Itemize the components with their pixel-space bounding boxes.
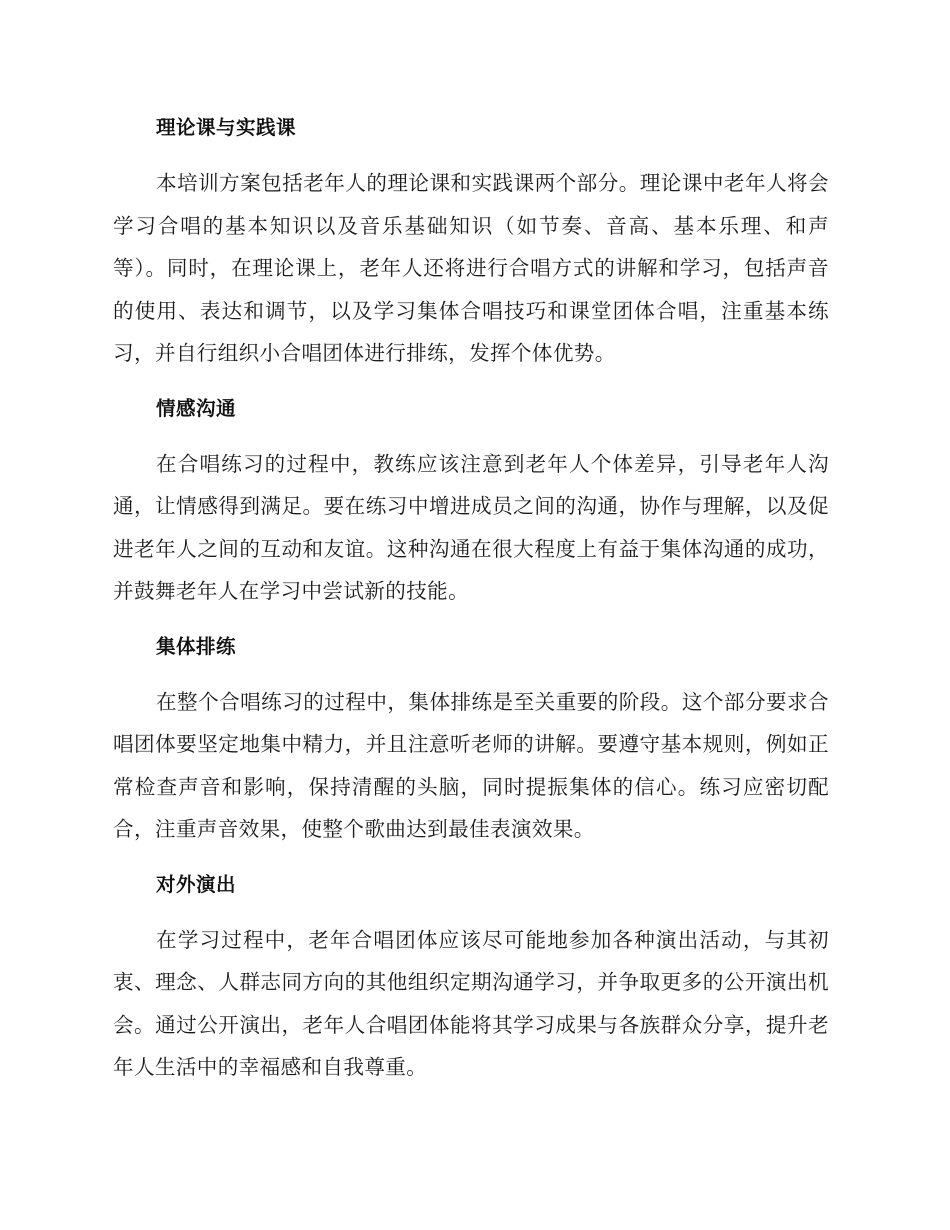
section-paragraph: 在合唱练习的过程中，教练应该注意到老年人个体差异，引导老年人沟通，让情感得到满足。要在练习中增进成员之间的沟通，协作与理解，以及促进老年人之间的互动和友谊。这种沟通在很大程度上有益于集体沟通的成功，并鼓舞老年人在学习中尝试新的技能。 <box>113 451 829 603</box>
section-spacer <box>113 375 829 389</box>
section-spacer <box>113 613 829 627</box>
section-heading: 对外演出 <box>156 872 237 896</box>
section-public-performance <box>113 865 829 1089</box>
document-body <box>113 108 829 1089</box>
section-group-rehearsal <box>113 627 829 851</box>
section-paragraph: 本培训方案包括老年人的理论课和实践课两个部分。理论课中老年人将会学习合唱的基本知识以及音乐基础知识（如节奏、音高、基本乐理、和声等）。同时，在理论课上，老年人还将进行合唱方式的讲解和学习，包括声音的使用、表达和调节，以及学习集体合唱技巧和课堂团体合唱，注重基本练习，并自行组织小合唱团体进行排练，发挥个体优势。 <box>113 171 829 365</box>
section-emotional-communication <box>113 389 829 613</box>
section-theory-practice <box>113 108 829 375</box>
section-spacer <box>113 851 829 865</box>
section-heading: 情感沟通 <box>156 396 237 420</box>
section-heading: 集体排练 <box>156 634 237 658</box>
section-paragraph: 在学习过程中，老年合唱团体应该尽可能地参加各种演出活动，与其初衷、理念、人群志同方向的其他组织定期沟通学习，并争取更多的公开演出机会。通过公开演出，老年人合唱团体能将其学习成果与各族群众分享，提升老年人生活中的幸福感和自我尊重。 <box>113 927 829 1079</box>
section-heading: 理论课与实践课 <box>156 116 297 139</box>
section-paragraph: 在整个合唱练习的过程中，集体排练是至关重要的阶段。这个部分要求合唱团体要坚定地集中精力，并且注意听老师的讲解。要遵守基本规则，例如正常检查声音和影响，保持清醒的头脑，同时提振集体的信心。练习应密切配合，注重声音效果，使整个歌曲达到最佳表演效果。 <box>113 689 829 841</box>
